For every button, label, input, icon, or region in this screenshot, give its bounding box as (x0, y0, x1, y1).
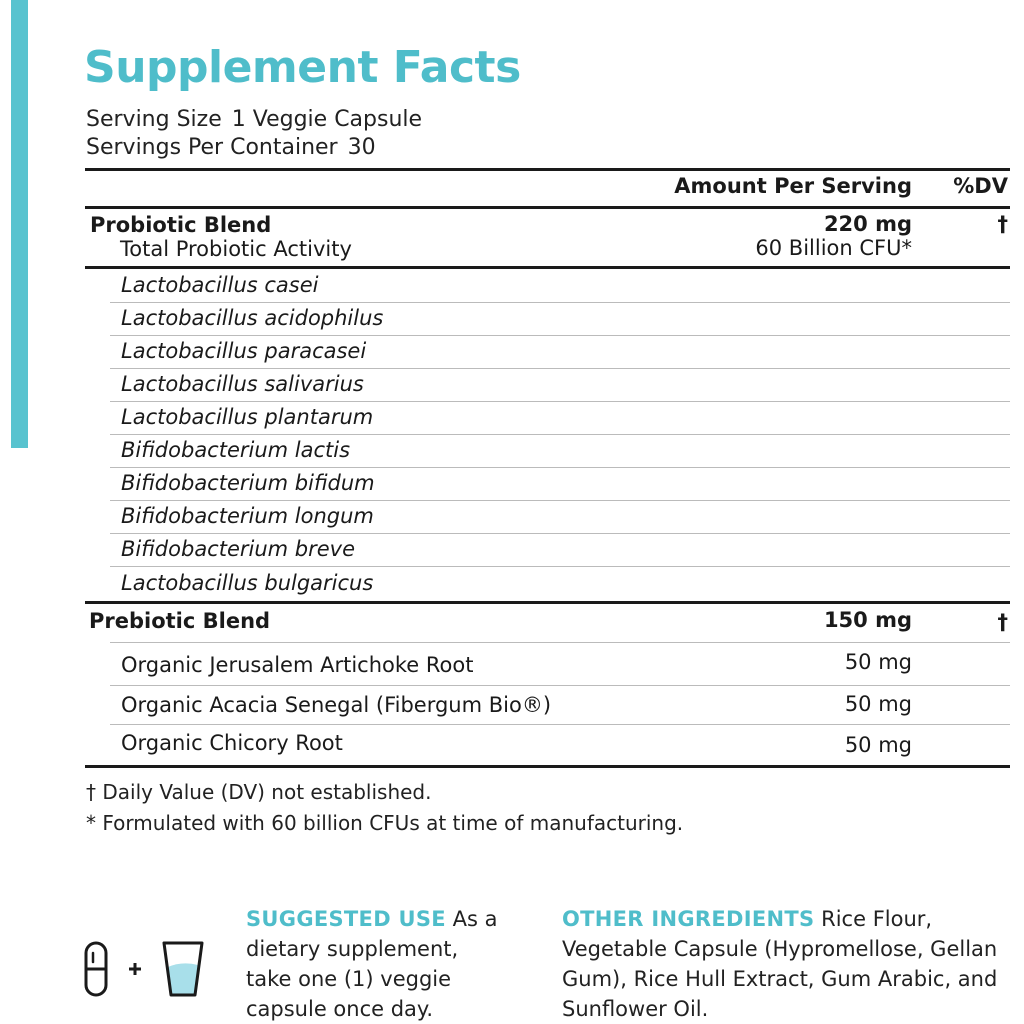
prebiotic-blend-dv: † (997, 610, 1008, 634)
other-ingredients (562, 904, 1022, 1024)
row-divider (110, 500, 1010, 501)
row-divider (110, 724, 1010, 725)
table-bottom-rule (85, 765, 1010, 768)
row-divider (110, 368, 1010, 369)
prebiotic-blend-amount: 150 mg (823, 608, 912, 632)
strain-item: Lactobacillus paracasei (121, 339, 367, 363)
row-divider (110, 335, 1010, 336)
suggested-use-heading: SUGGESTED USE (246, 907, 446, 931)
strain-item: Bifidobacterium lactis (121, 438, 351, 462)
prebiotic-item-name: Organic Acacia Senegal (Fibergum Bio®) (121, 693, 552, 717)
dv-footnote: † Daily Value (DV) not established. (86, 780, 432, 804)
strain-item: Lactobacillus plantarum (121, 405, 374, 429)
row-divider (110, 685, 1010, 686)
row-divider (110, 533, 1010, 534)
probiotic-blend-dv: † (997, 212, 1008, 236)
serving-size-value: 1 Veggie Capsule (231, 107, 423, 132)
strain-item: Bifidobacterium longum (121, 504, 374, 528)
strain-item: Lactobacillus bulgaricus (121, 571, 374, 595)
probiotic-rule (85, 266, 1010, 269)
water-cup-icon (164, 943, 202, 995)
strain-item: Lactobacillus salivarius (121, 372, 364, 396)
header-dv: %DV (953, 174, 1008, 198)
capsule-icon (86, 943, 106, 995)
plus-icon (129, 963, 141, 975)
prebiotic-blend-name: Prebiotic Blend (89, 609, 271, 633)
row-divider (110, 642, 1010, 643)
total-probiotic-activity-label: Total Probiotic Activity (120, 237, 352, 261)
other-ingredients-heading: OTHER INGREDIENTS (562, 907, 815, 931)
serving-size-label: Serving Size (86, 107, 222, 132)
panel-title: Supplement Facts (84, 42, 521, 93)
servings-label: Servings Per Container (86, 135, 338, 160)
header-rule (85, 206, 1010, 209)
prebiotic-item-amount: 50 mg (844, 650, 912, 674)
row-divider (110, 434, 1010, 435)
header-amount: Amount Per Serving (674, 174, 912, 198)
row-divider (110, 467, 1010, 468)
prebiotic-rule (85, 601, 1010, 604)
strain-item: Bifidobacterium bifidum (121, 471, 375, 495)
probiotic-blend-amount: 220 mg (823, 212, 912, 236)
row-divider (110, 566, 1010, 567)
suggested-use-text: As a dietary supplement, take one (1) veggie capsule once day. (246, 907, 498, 1021)
probiotic-blend-name: Probiotic Blend (90, 213, 272, 237)
row-divider (110, 401, 1010, 402)
prebiotic-item-amount: 50 mg (844, 733, 912, 757)
table-top-rule (85, 168, 1010, 171)
strain-item: Bifidobacterium breve (121, 537, 356, 561)
usage-icons-svg (84, 940, 208, 998)
other-ingredients-text: Rice Flour, Vegetable Capsule (Hypromellose, Gellan Gum), Rice Hull Extract, Gum Arabic, and Sunflower Oil. (562, 907, 998, 1021)
suggested-use (246, 904, 506, 1024)
servings-value: 30 (347, 135, 376, 160)
strain-item: Lactobacillus casei (121, 273, 319, 297)
strain-item: Lactobacillus acidophilus (121, 306, 384, 330)
serving-size (86, 107, 422, 132)
prebiotic-item-name: Organic Chicory Root (121, 731, 343, 755)
prebiotic-item-name: Organic Jerusalem Artichoke Root (121, 653, 474, 677)
usage-icons (84, 940, 208, 1002)
total-probiotic-activity-amount: 60 Billion CFU* (755, 236, 912, 260)
accent-bar (11, 0, 28, 448)
cfu-footnote: * Formulated with 60 billion CFUs at time of manufacturing. (86, 811, 684, 835)
prebiotic-item-amount: 50 mg (844, 692, 912, 716)
row-divider (110, 302, 1010, 303)
servings-per-container (86, 135, 376, 160)
